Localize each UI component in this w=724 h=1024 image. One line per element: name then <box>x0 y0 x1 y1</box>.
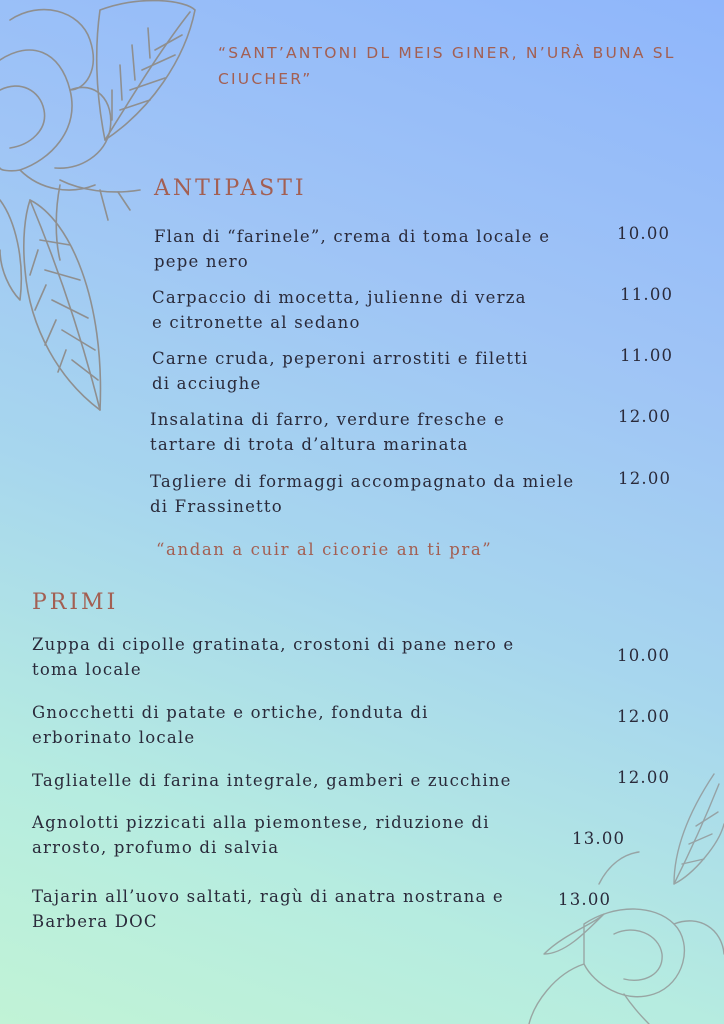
menu-item-price: 10.00 <box>617 224 671 243</box>
menu-item-primi-5: Tajarin all’uovo saltati, ragù di anatra nostrana e Barbera DOC <box>32 887 504 931</box>
dialect-quote: “andan a cuir al cicorie an ti pra” <box>156 540 493 559</box>
menu-item-antipasti-4: Insalatina di farro, verdure fresche e tartare di trota d’altura marinata <box>150 410 505 454</box>
menu-item-antipasti-5: Tagliere di formaggi accompagnato da miele di Frassinetto <box>150 472 575 516</box>
menu-item-price: 13.00 <box>558 890 612 909</box>
menu-item-antipasti-1: Flan di “farinele”, crema di toma locale e pepe nero <box>154 227 551 271</box>
section-title-antipasti: ANTIPASTI <box>154 176 307 201</box>
menu-item-price: 11.00 <box>620 285 674 304</box>
menu-item-antipasti-2: Carpaccio di mocetta, julienne di verza e citronette al sedano <box>152 288 527 332</box>
menu-item-price: 11.00 <box>620 346 674 365</box>
section-title-primi: PRIMI <box>32 590 119 615</box>
menu-item-price: 12.00 <box>617 768 671 787</box>
menu-item-antipasti-3: Carne cruda, peperoni arrostiti e filetti di acciughe <box>152 349 529 393</box>
menu-item-price: 13.00 <box>572 829 626 848</box>
menu-item-primi-3: Tagliatelle di farina integrale, gamberi e zucchine <box>32 771 512 790</box>
menu-item-primi-1: Zuppa di cipolle gratinata, crostoni di pane nero e toma locale <box>32 635 515 679</box>
menu-item-price: 12.00 <box>618 469 672 488</box>
menu-item-primi-4: Agnolotti pizzicati alla piemontese, riduzione di arrosto, profumo di salvia <box>32 813 490 857</box>
tagline: “SANT’ANTONI DL MEIS GINER, N’URÀ BUNA SL CIUCHER” <box>218 44 676 88</box>
menu-item-price: 10.00 <box>617 646 671 665</box>
menu-item-price: 12.00 <box>617 707 671 726</box>
menu-item-primi-2: Gnocchetti di patate e ortiche, fonduta di erborinato locale <box>32 703 429 747</box>
menu-item-price: 12.00 <box>618 407 672 426</box>
